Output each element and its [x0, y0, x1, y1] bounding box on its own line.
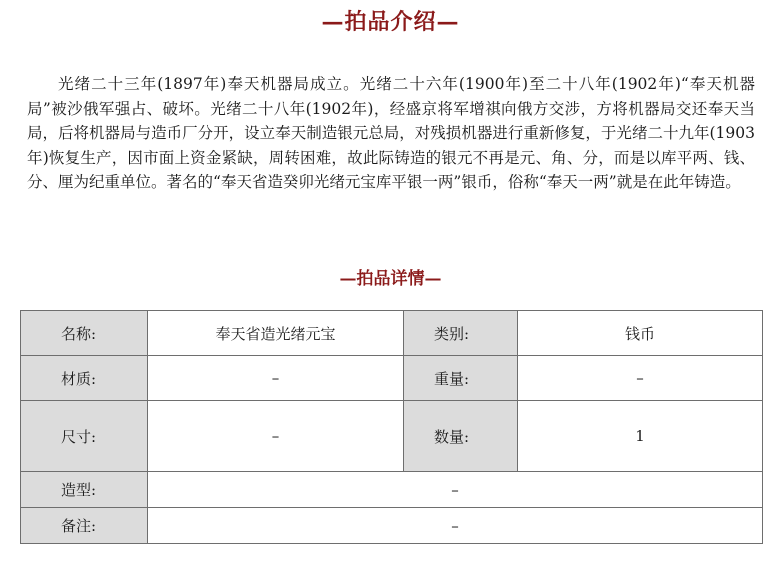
intro-paragraph: 光绪二十三年(1897年)奉天机器局成立。光绪二十六年(1900年)至二十八年(1902年)“奉天机器局”被沙俄军强占、破坏。光绪二十八年(1902年)，经盛京将军增祺向俄方交涉，方将机器局交还奉天当局，后将机器局与造币厂分开，设立奉天制造银元总局，对残损机器进行重新修复，于光绪二十九年(1903年)恢复生产，因市面上资金紧缺，周转困难，故此际铸造的银元不再是元、角、分，而是以库平两、钱、分、厘为纪重单位。著名的“奉天省造癸卯光绪元宝库平银一两”银币，俗称“奉天一两”就是在此年铸造。 [27, 75, 755, 191]
quantity-label: 数量: [404, 401, 518, 472]
table-row [21, 508, 763, 544]
shape-value: – [148, 472, 763, 508]
table-row [21, 401, 763, 472]
category-value: 钱币 [518, 311, 763, 356]
table-row [21, 472, 763, 508]
shape-label: 造型: [21, 472, 148, 508]
weight-label: 重量: [404, 356, 518, 401]
table-row [21, 356, 763, 401]
material-value: – [148, 356, 404, 401]
weight-value: – [518, 356, 763, 401]
table-row [21, 311, 763, 356]
page-title: —拍品介绍— [321, 9, 460, 35]
details-table [20, 310, 763, 544]
name-value: 奉天省造光绪元宝 [148, 311, 404, 356]
name-label: 名称: [21, 311, 148, 356]
material-label: 材质: [21, 356, 148, 401]
category-label: 类别: [404, 311, 518, 356]
remarks-label: 备注: [21, 508, 148, 544]
size-value: – [148, 401, 404, 472]
details-title: —拍品详情— [339, 269, 442, 289]
quantity-value: 1 [518, 401, 763, 472]
size-label: 尺寸: [21, 401, 148, 472]
remarks-value: – [148, 508, 763, 544]
